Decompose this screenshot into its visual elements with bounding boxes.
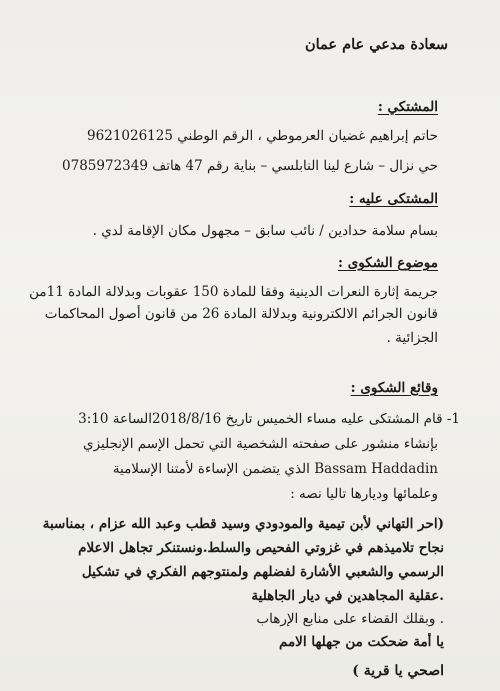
quote-line: اصحي يا قرية ): [352, 663, 444, 679]
facts-line: بإنشاء منشور على صفحته الشخصية التي تحمل الإسم الإنجليزي: [83, 436, 438, 452]
subject-line: قانون الجرائم الالكترونية وبدلالة المادة 26 من قانون أصول المحاكمات: [44, 306, 438, 322]
document-title: سعادة مدعي عام عمان: [304, 36, 448, 53]
quote-line: . وبقلك القضاء على منابع الإرهاب: [256, 611, 444, 627]
quote-line: نجاح تلاميذهم في غزوتي الفحيص والسلط.ونستنكر تجاهل الاعلام: [78, 540, 444, 556]
quote-line: (احر التهاني لأبن تيمية والمودودي وسيد قطب وعبد الله عزام ، بمناسبة: [42, 516, 444, 532]
subject-line: جريمة إثارة النعرات الدينية وفقا للمادة 150 عقوبات وبدلالة المادة 11من: [29, 284, 438, 300]
quote-line: يا أمة ضحكت من جهلها الامم: [278, 634, 444, 650]
facts-line: Bassam Haddadin الذي يتضمن الإساءة لأمتنا الإسلامية: [112, 461, 438, 477]
facts-line: وعلمائها وديارها تاليا نصه :: [290, 486, 438, 502]
subject-heading: موضوع الشكوى :: [338, 255, 438, 271]
complainant-address: حي نزال – شارع لينا النابلسي – بناية رقم 47 هاتف 0785972349: [62, 158, 438, 174]
facts-line: 1- قام المشتكى عليه مساء الخميس تاريخ 2018/8/16الساعة 3:10: [78, 411, 460, 427]
complainant-name: حاتم إبراهيم غضيان العرموطي ، الرقم الوطني 9621026125: [87, 128, 438, 144]
defendant-heading: المشتكى عليه :: [349, 191, 438, 207]
quote-line: .عقلية المجاهدين في ديار الجاهلية: [251, 588, 444, 604]
subject-line: الجزائية .: [386, 330, 438, 346]
complainant-heading: المشتكي :: [377, 99, 438, 115]
quote-line: الرسمي والشعبي الأشارة لفضلهم ولمنتوجهم الفكري في تشكيل: [81, 564, 444, 580]
facts-heading: وقائع الشكوى :: [350, 380, 438, 396]
defendant-name: بسام سلامة حدادين / نائب سابق – مجهول مكان الإقامة لدي .: [92, 223, 438, 239]
